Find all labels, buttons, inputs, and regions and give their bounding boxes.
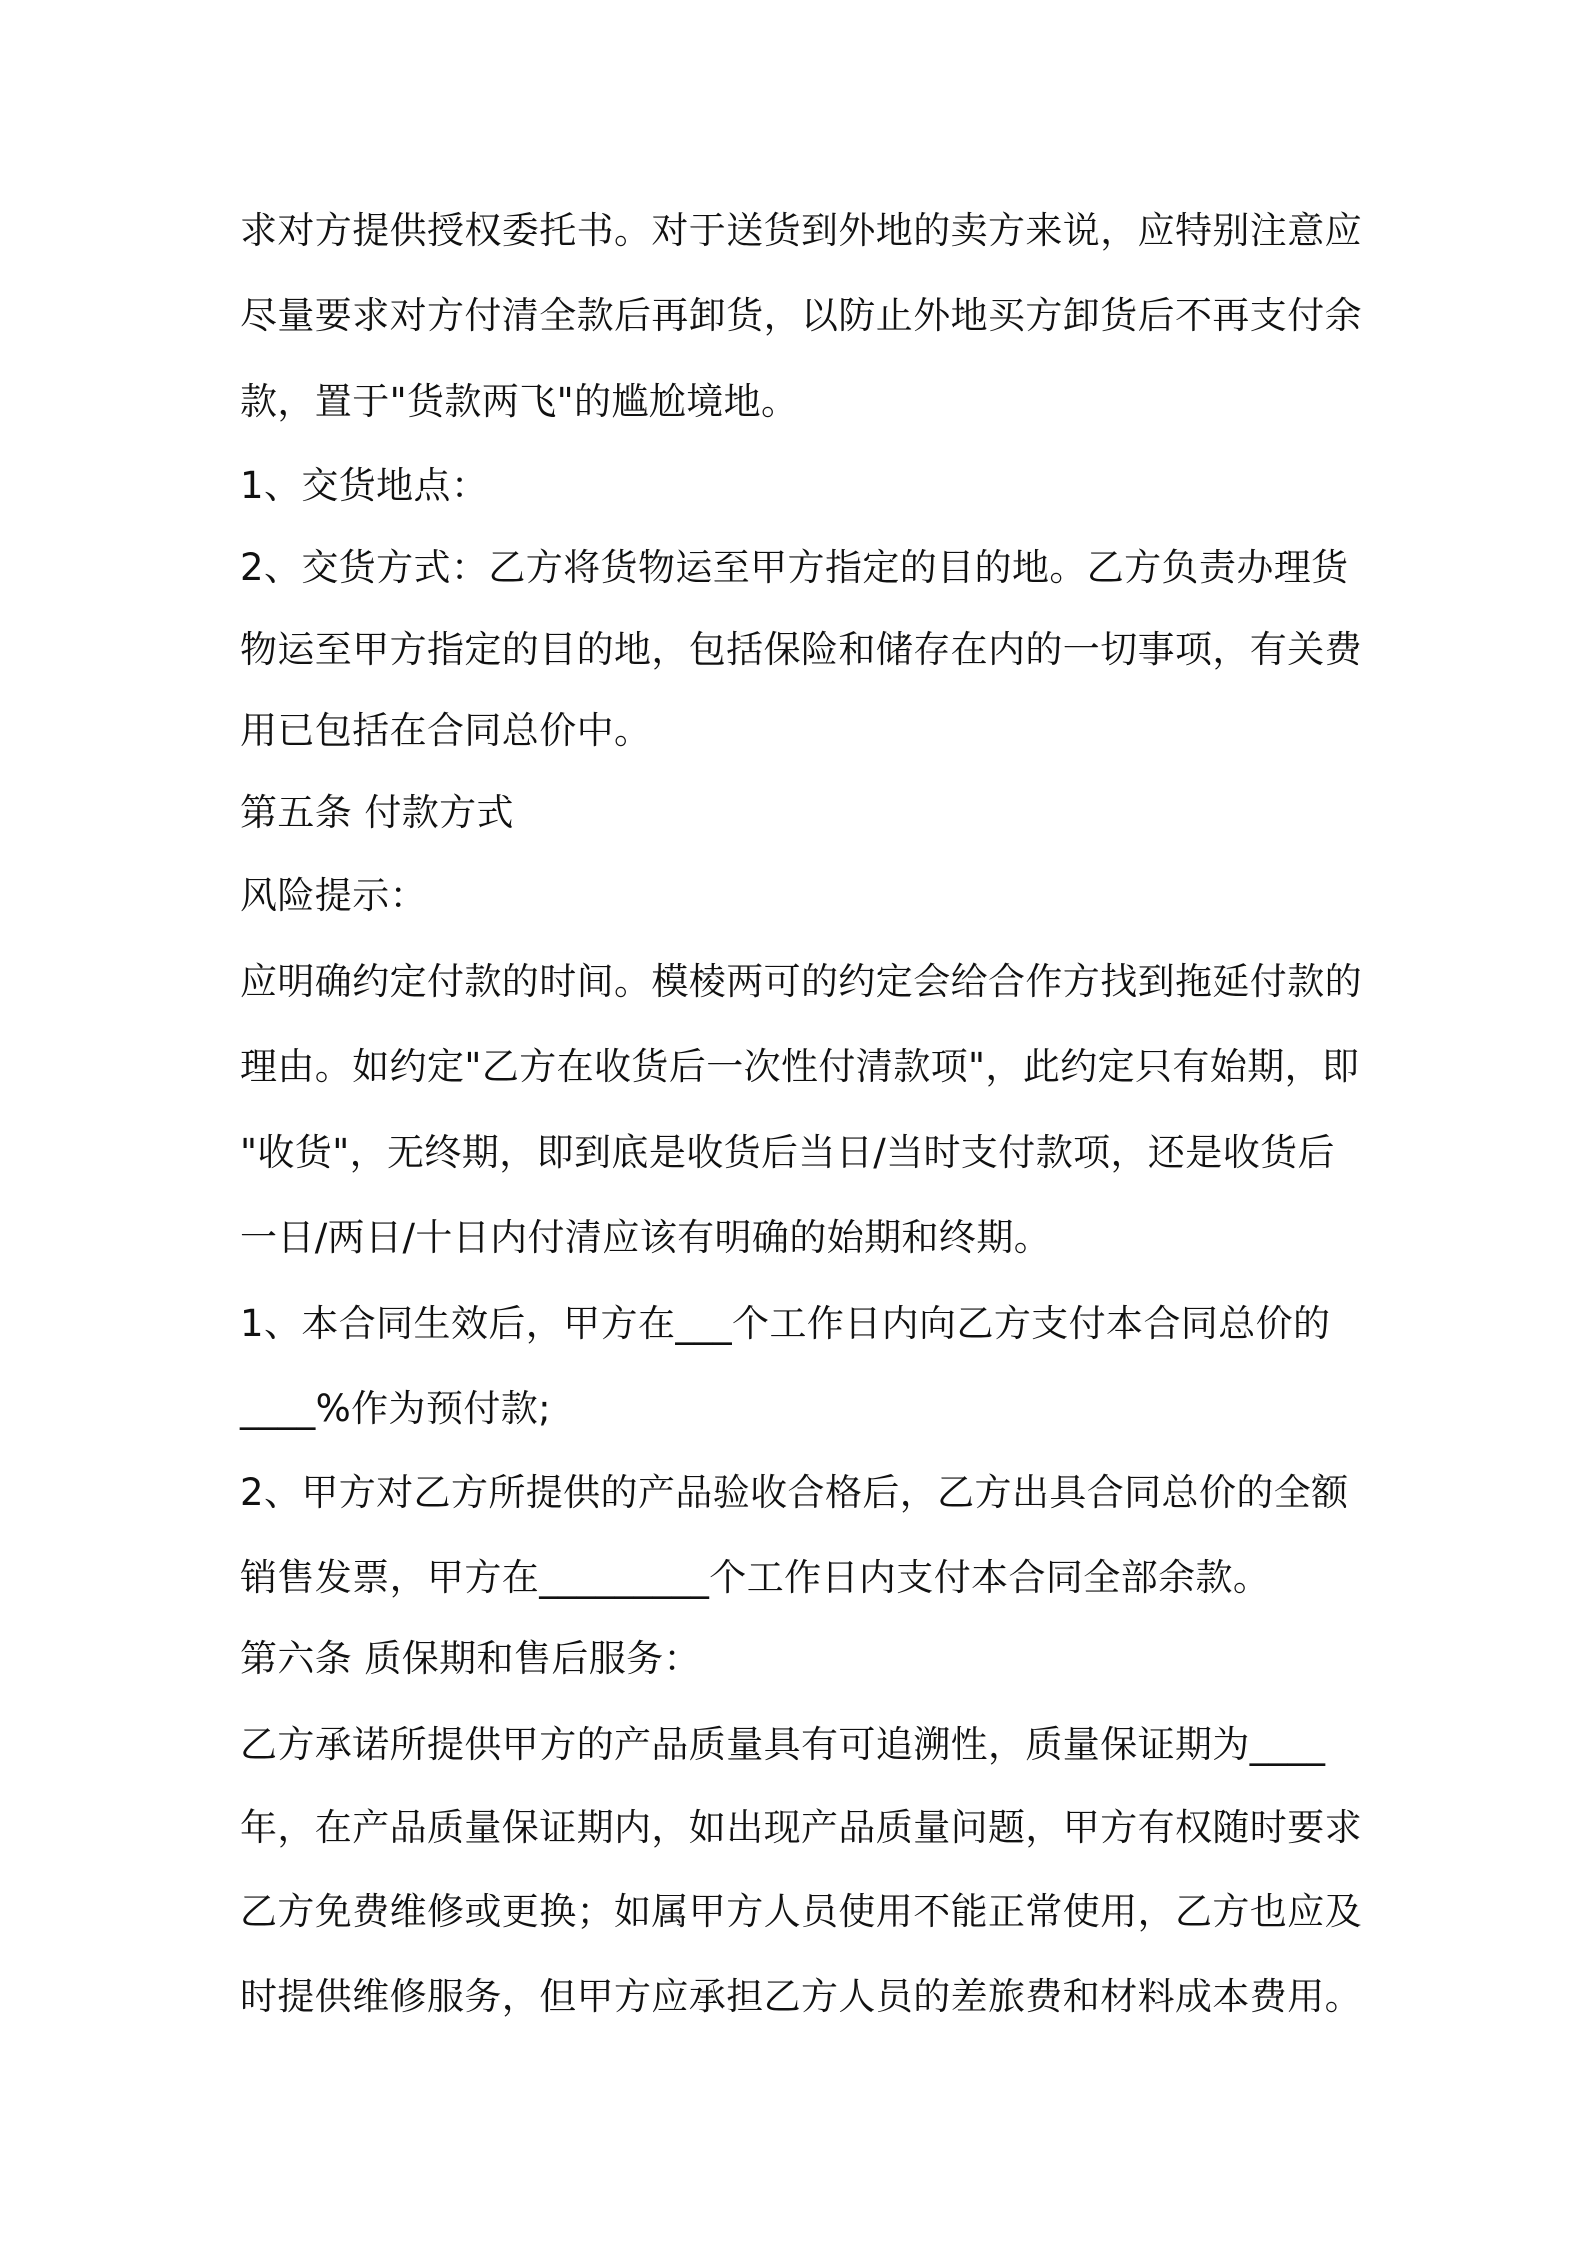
text-line: "收货"，无终期，即到底是收货后当日/当时支付款项，还是收货后 — [240, 1131, 1335, 1174]
list-item: 1、本合同生效后，甲方在___个工作日内向乙方支付本合同总价的 — [240, 1302, 1331, 1345]
text-line: 款，置于"货款两飞"的尴尬境地。 — [240, 380, 799, 423]
text-line: 一日/两日/十日内付清应该有明确的始期和终期。 — [240, 1216, 1052, 1259]
section-heading: 第五条 付款方式 — [240, 791, 514, 834]
text-line: ____%作为预付款; — [240, 1387, 552, 1430]
text-line: 尽量要求对方付清全款后再卸货，以防止外地买方卸货后不再支付余 — [240, 294, 1362, 337]
text-line: 销售发票，甲方在_________个工作日内支付本合同全部余款。 — [240, 1556, 1271, 1599]
text-line: 应明确约定付款的时间。模棱两可的约定会给合作方找到拖延付款的 — [240, 960, 1362, 1003]
list-item: 2、甲方对乙方所提供的产品验收合格后，乙方出具合同总价的全额 — [240, 1471, 1349, 1514]
risk-heading: 风险提示： — [240, 874, 427, 917]
text-line: 求对方提供授权委托书。对于送货到外地的卖方来说，应特别注意应 — [240, 209, 1362, 252]
text-line: 时提供维修服务，但甲方应承担乙方人员的差旅费和材料成本费用。 — [240, 1975, 1362, 2018]
list-item: 1、交货地点： — [240, 464, 489, 507]
text-line: 年，在产品质量保证期内，如出现产品质量问题，甲方有权随时要求 — [240, 1806, 1362, 1849]
list-item: 2、交货方式：乙方将货物运至甲方指定的目的地。乙方负责办理货 — [240, 546, 1349, 589]
text-line: 乙方免费维修或更换；如属甲方人员使用不能正常使用，乙方也应及 — [240, 1890, 1362, 1933]
text-line: 理由。如约定"乙方在收货后一次性付清款项"，此约定只有始期，即 — [240, 1045, 1360, 1088]
text-line: 乙方承诺所提供甲方的产品质量具有可追溯性，质量保证期为____ — [240, 1723, 1326, 1766]
text-line: 用已包括在合同总价中。 — [240, 709, 652, 752]
section-heading: 第六条 质保期和售后服务： — [240, 1637, 701, 1680]
text-line: 物运至甲方指定的目的地，包括保险和储存在内的一切事项，有关费 — [240, 628, 1362, 671]
